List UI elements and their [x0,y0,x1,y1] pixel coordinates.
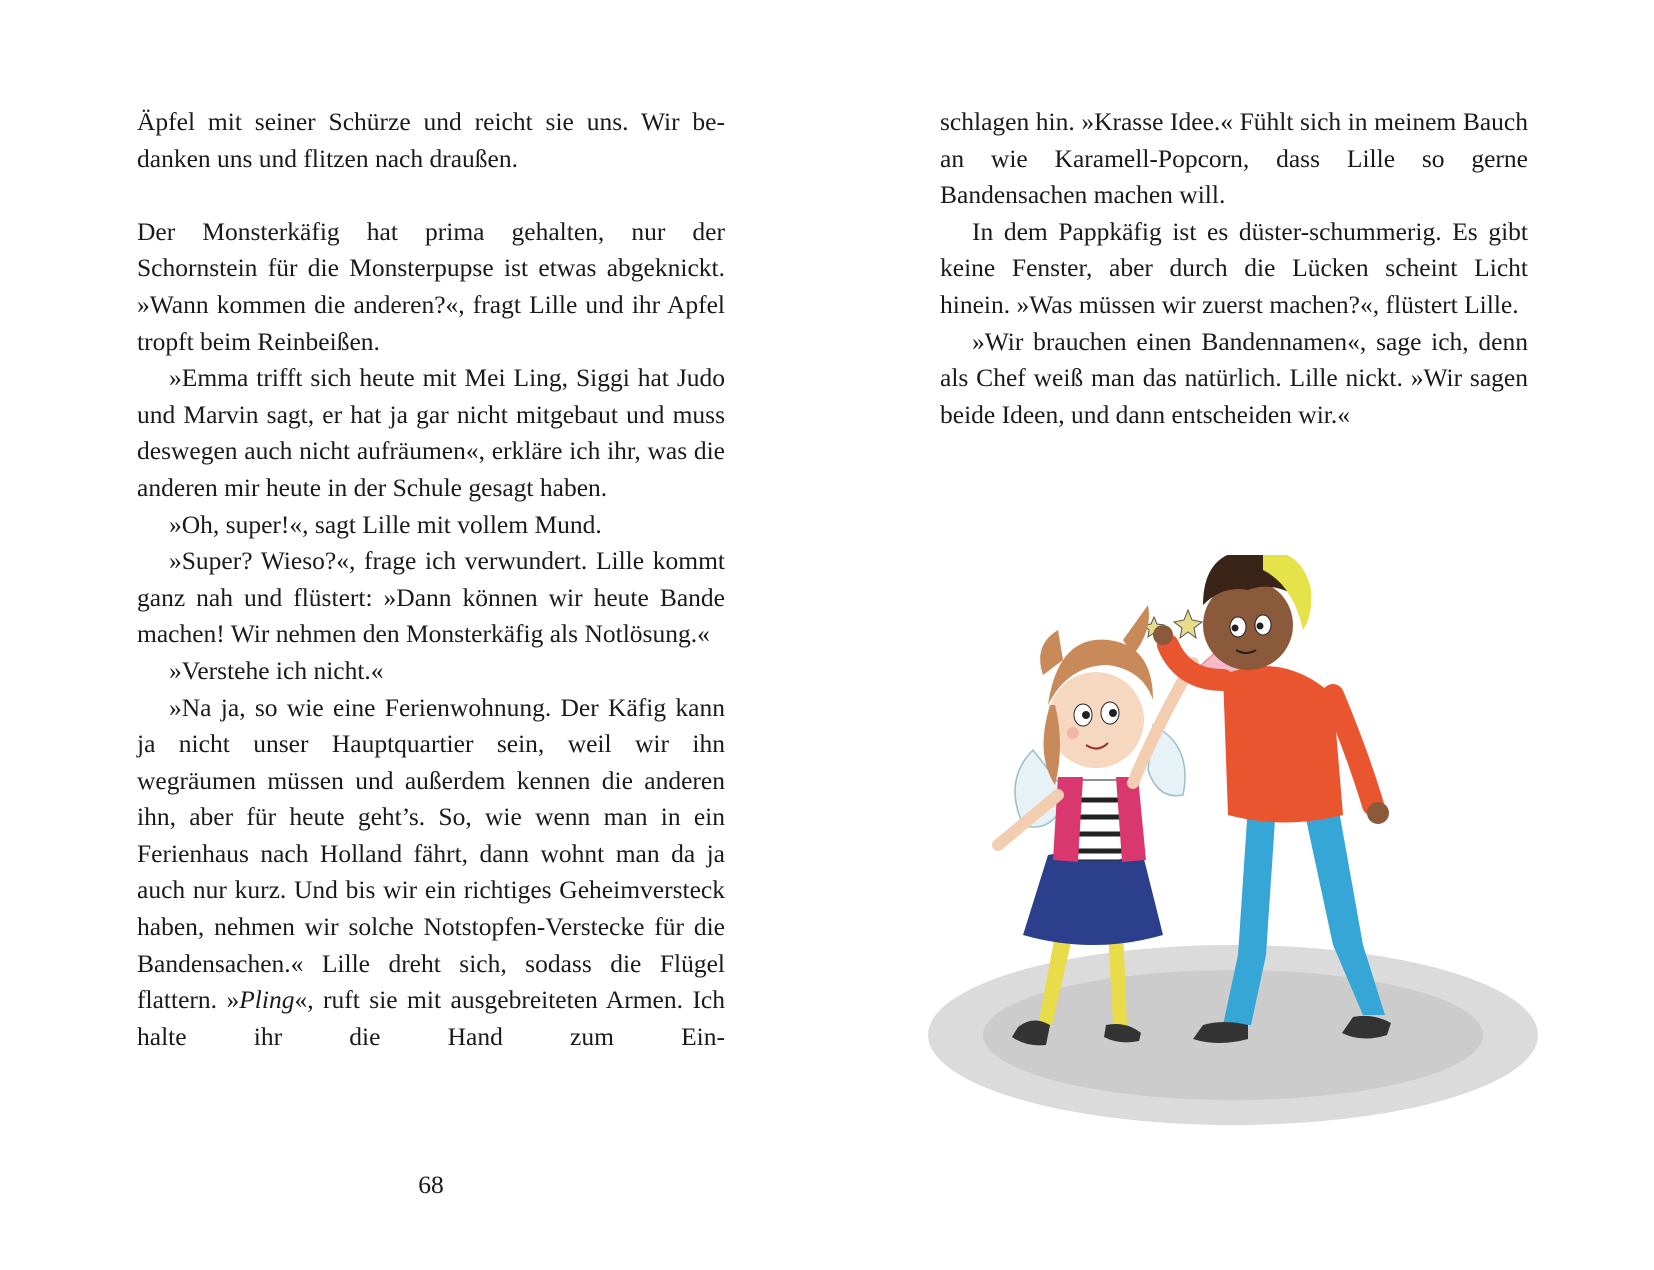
left-page-text [137,104,725,1055]
right-page-text [940,104,1528,433]
paragraph: »Super? Wieso?«, frage ich verwundert. Lille kommt ganz nah und flüstert: »Dann können wir heute Bande machen! Wir nehmen den Monsterkäfig als Notlösung.« [137,546,725,649]
children-high-five-illustration [918,555,1548,1135]
paragraph: schlagen hin. »Krasse Idee.« Fühlt sich in meinem Bauch an wie Karamell-Popcorn, dass Lille so gerne Bandensachen machen will. [940,107,1528,210]
paragraph-text: »Na ja, so wie eine Ferienwohnung. Der Käfig kann ja nicht unser Hauptquartier sein, weil wir ihn wegräumen müssen und außerdem kennen die anderen ihn, aber für heute geht’s. So, wie wenn man in ein Ferienhaus nach Holland fährt, dann wohnt man da ja auch nur kurz. Und bis wir ein richtiges Geheimversteck haben, nehmen wir solche Notstopfen-Verstecke für die Bandensachen.« Lille dreht sich, sodass die Flügel flattern. » [137,692,725,1015]
paragraph: Der Monsterkäfig hat prima gehalten, nur der Schornstein für die Monsterpupse ist etwas abgeknickt. »Wann kommen die anderen?«, fragt Lille und ihr Apfel tropft beim Reinbeißen. [137,216,725,356]
page-number: 68 [418,1170,444,1199]
paragraph: Äpfel mit seiner Schürze und reicht sie uns. Wir bedanken uns und flitzen nach draußen. [137,107,725,173]
paragraph: »Wir brauchen einen Bandennamen«, sage ich, denn als Chef weiß man das natürlich. Lille nickt. »Wir sagen beide Ideen, und dann entscheiden wir.« [940,326,1528,429]
paragraph: »Verstehe ich nicht.« [169,655,384,685]
paragraph: »Emma trifft sich heute mit Mei Ling, Siggi hat Judo und Marvin sagt, er hat ja gar nicht mitgebaut und muss deswegen auch nicht aufräumen«, erkläre ich ihr, was die anderen mir heute in der Schule gesagt haben. [137,363,725,502]
paragraph: »Oh, super!«, sagt Lille mit vollem Mund. [169,509,602,539]
paragraph: In dem Pappkäfig ist es düster-schummerig. Es gibt keine Fenster, aber durch die Lücken scheint Licht hinein. »Was müssen wir zuerst machen?«, flüstert Lille. [940,216,1528,319]
paragraph [137,690,725,1056]
paragraph-text: «, ruft sie mit ausgebreiteten Armen. Ich halte ihr die Hand zum Ein- [137,985,726,1051]
italic-word: Pling [239,985,295,1015]
